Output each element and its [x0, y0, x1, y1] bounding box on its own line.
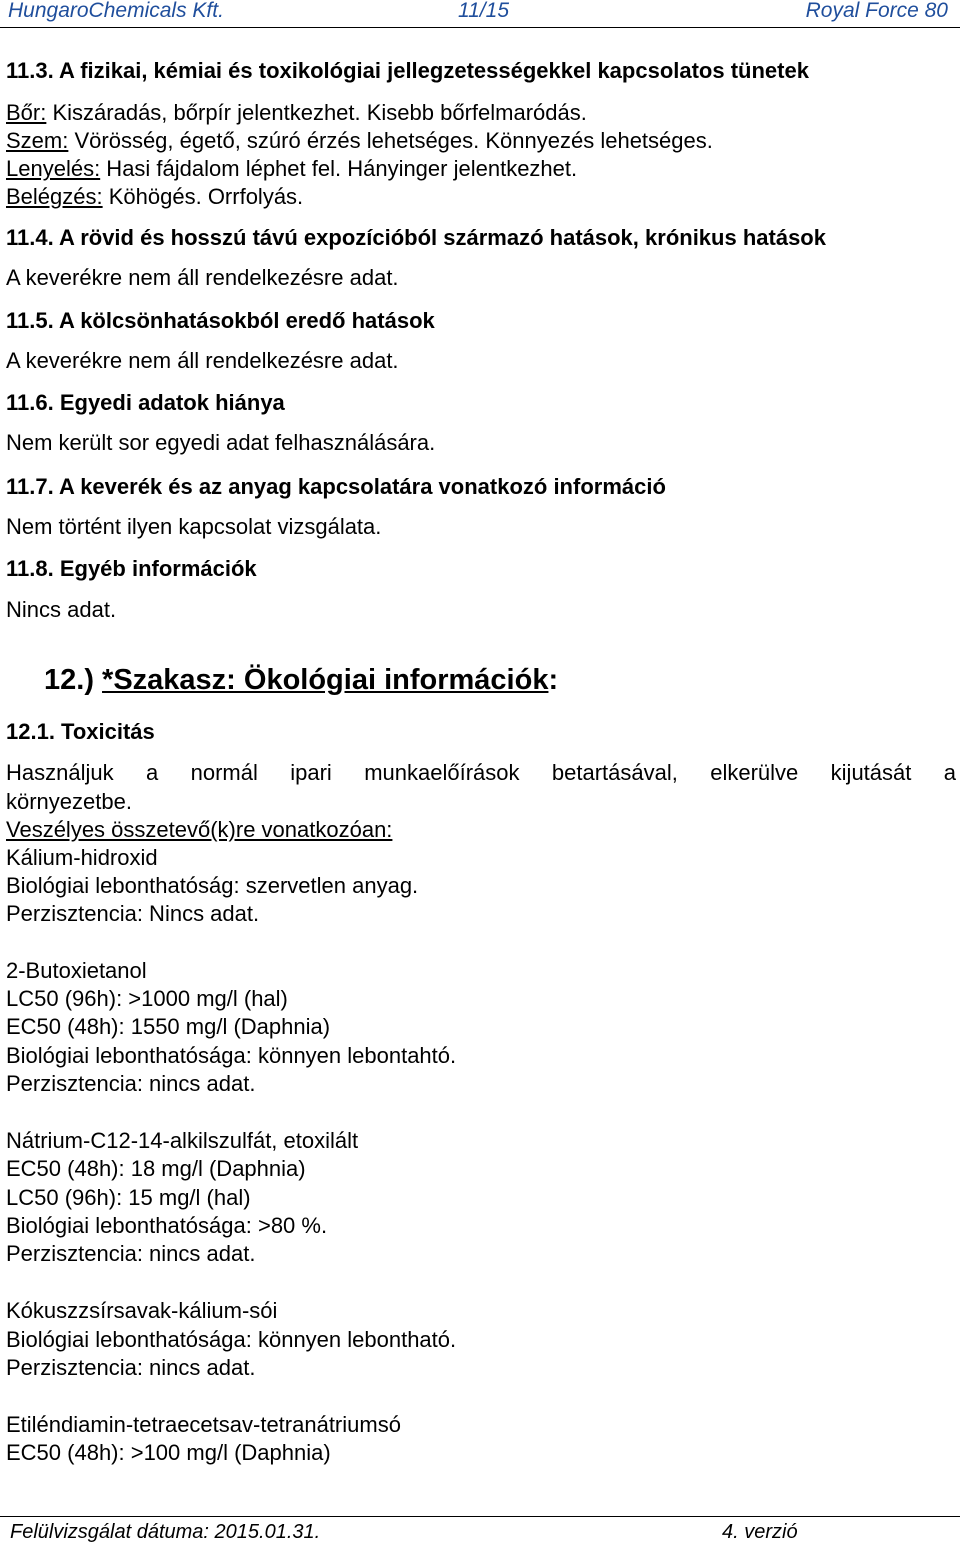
- symptom-eye: [6, 127, 956, 156]
- header-divider: [0, 27, 960, 28]
- section-11-5-heading: 11.5. A kölcsönhatásokból eredő hatások: [6, 308, 435, 333]
- section-11-6-text: Nem került sor egyedi adat felhasználására.: [6, 430, 436, 455]
- footer-divider: [0, 1516, 960, 1517]
- component-line: Biológiai lebonthatósága: könnyen lebontahtó.: [6, 1043, 457, 1068]
- component-name: Kálium-hidroxid: [6, 845, 158, 870]
- section-12-colon: :: [548, 664, 559, 696]
- skin-text: Kiszáradás, bőrpír jelentkezhet. Kisebb bőrfelmaródás.: [46, 100, 587, 125]
- eye-text: Vörösség, égető, szúró érzés lehetséges. Könnyezés lehetséges.: [68, 128, 713, 153]
- component-line: Perzisztencia: Nincs adat.: [6, 901, 260, 926]
- header-company: HungaroChemicals Kft.: [8, 0, 224, 22]
- section-11-7-text: Nem történt ilyen kapcsolat vizsgálata.: [6, 514, 382, 539]
- section-11-7-heading: 11.7. A keverék és az anyag kapcsolatára vonatkozó információ: [6, 474, 666, 499]
- symptom-inhalation: [6, 183, 956, 212]
- ingest-text: Hasi fájdalom léphet fel. Hányinger jelentkezhet.: [100, 156, 578, 181]
- section-12-number: 12.): [44, 664, 103, 696]
- component-line: Biológiai lebonthatósága: könnyen lebontható.: [6, 1327, 457, 1352]
- inhale-label: Belégzés:: [6, 184, 103, 209]
- skin-label: Bőr:: [6, 100, 47, 125]
- section-12-1-intro-line2: környezetbe.: [6, 789, 132, 814]
- component-line: LC50 (96h): 15 mg/l (hal): [6, 1185, 251, 1210]
- symptom-ingestion: [6, 155, 956, 184]
- component-name: Etiléndiamin-tetraecetsav-tetranátriumsó: [6, 1412, 401, 1437]
- footer-version: 4. verzió: [722, 1521, 798, 1543]
- section-11-3-heading: 11.3. A fizikai, kémiai és toxikológiai jellegzetességekkel kapcsolatos tünetek: [6, 58, 809, 83]
- section-12-title: [44, 666, 558, 695]
- section-12-title-text: *Szakasz: Ökológiai információk: [102, 664, 549, 696]
- component-line: EC50 (48h): 1550 mg/l (Daphnia): [6, 1014, 331, 1039]
- component-line: Biológiai lebonthatósága: >80 %.: [6, 1213, 328, 1238]
- inhale-text: Köhögés. Orrfolyás.: [102, 184, 304, 209]
- page-header: [0, 0, 960, 28]
- section-11-8-heading: 11.8. Egyéb információk: [6, 556, 257, 581]
- section-11-5-text: A keverékre nem áll rendelkezésre adat.: [6, 348, 399, 373]
- header-page-number: 11/15: [458, 0, 509, 22]
- section-11-4-heading: 11.4. A rövid és hosszú távú expozícióból származó hatások, krónikus hatások: [6, 225, 826, 250]
- page-footer: [0, 1520, 960, 1546]
- header-product: Royal Force 80: [805, 0, 948, 22]
- component-line: EC50 (48h): >100 mg/l (Daphnia): [6, 1440, 331, 1465]
- component-line: Perzisztencia: nincs adat.: [6, 1241, 256, 1266]
- section-12-1-heading: 12.1. Toxicitás: [6, 719, 155, 744]
- component-line: Perzisztencia: nincs adat.: [6, 1071, 256, 1096]
- symptom-skin: [6, 99, 956, 128]
- component-line: Biológiai lebonthatóság: szervetlen anyag.: [6, 873, 419, 898]
- components-label: Veszélyes összetevő(k)re vonatkozóan:: [6, 817, 393, 842]
- component-name: Kókuszzsírsavak-kálium-sói: [6, 1298, 278, 1323]
- component-line: EC50 (48h): 18 mg/l (Daphnia): [6, 1156, 306, 1181]
- footer-review-date: Felülvizsgálat dátuma: 2015.01.31.: [10, 1521, 321, 1543]
- component-name: Nátrium-C12-14-alkilszulfát, etoxilált: [6, 1128, 359, 1153]
- section-12-1-intro-line1: Használjuk a normál ipari munkaelőírások betartásával, elkerülve kijutását a: [6, 760, 956, 785]
- eye-label: Szem:: [6, 128, 69, 153]
- section-11-8-text: Nincs adat.: [6, 597, 117, 622]
- ingest-label: Lenyelés:: [6, 156, 101, 181]
- component-name: 2-Butoxietanol: [6, 958, 147, 983]
- section-11-4-text: A keverékre nem áll rendelkezésre adat.: [6, 265, 399, 290]
- section-11-6-heading: 11.6. Egyedi adatok hiánya: [6, 390, 285, 415]
- component-line: LC50 (96h): >1000 mg/l (hal): [6, 986, 288, 1011]
- component-line: Perzisztencia: nincs adat.: [6, 1355, 256, 1380]
